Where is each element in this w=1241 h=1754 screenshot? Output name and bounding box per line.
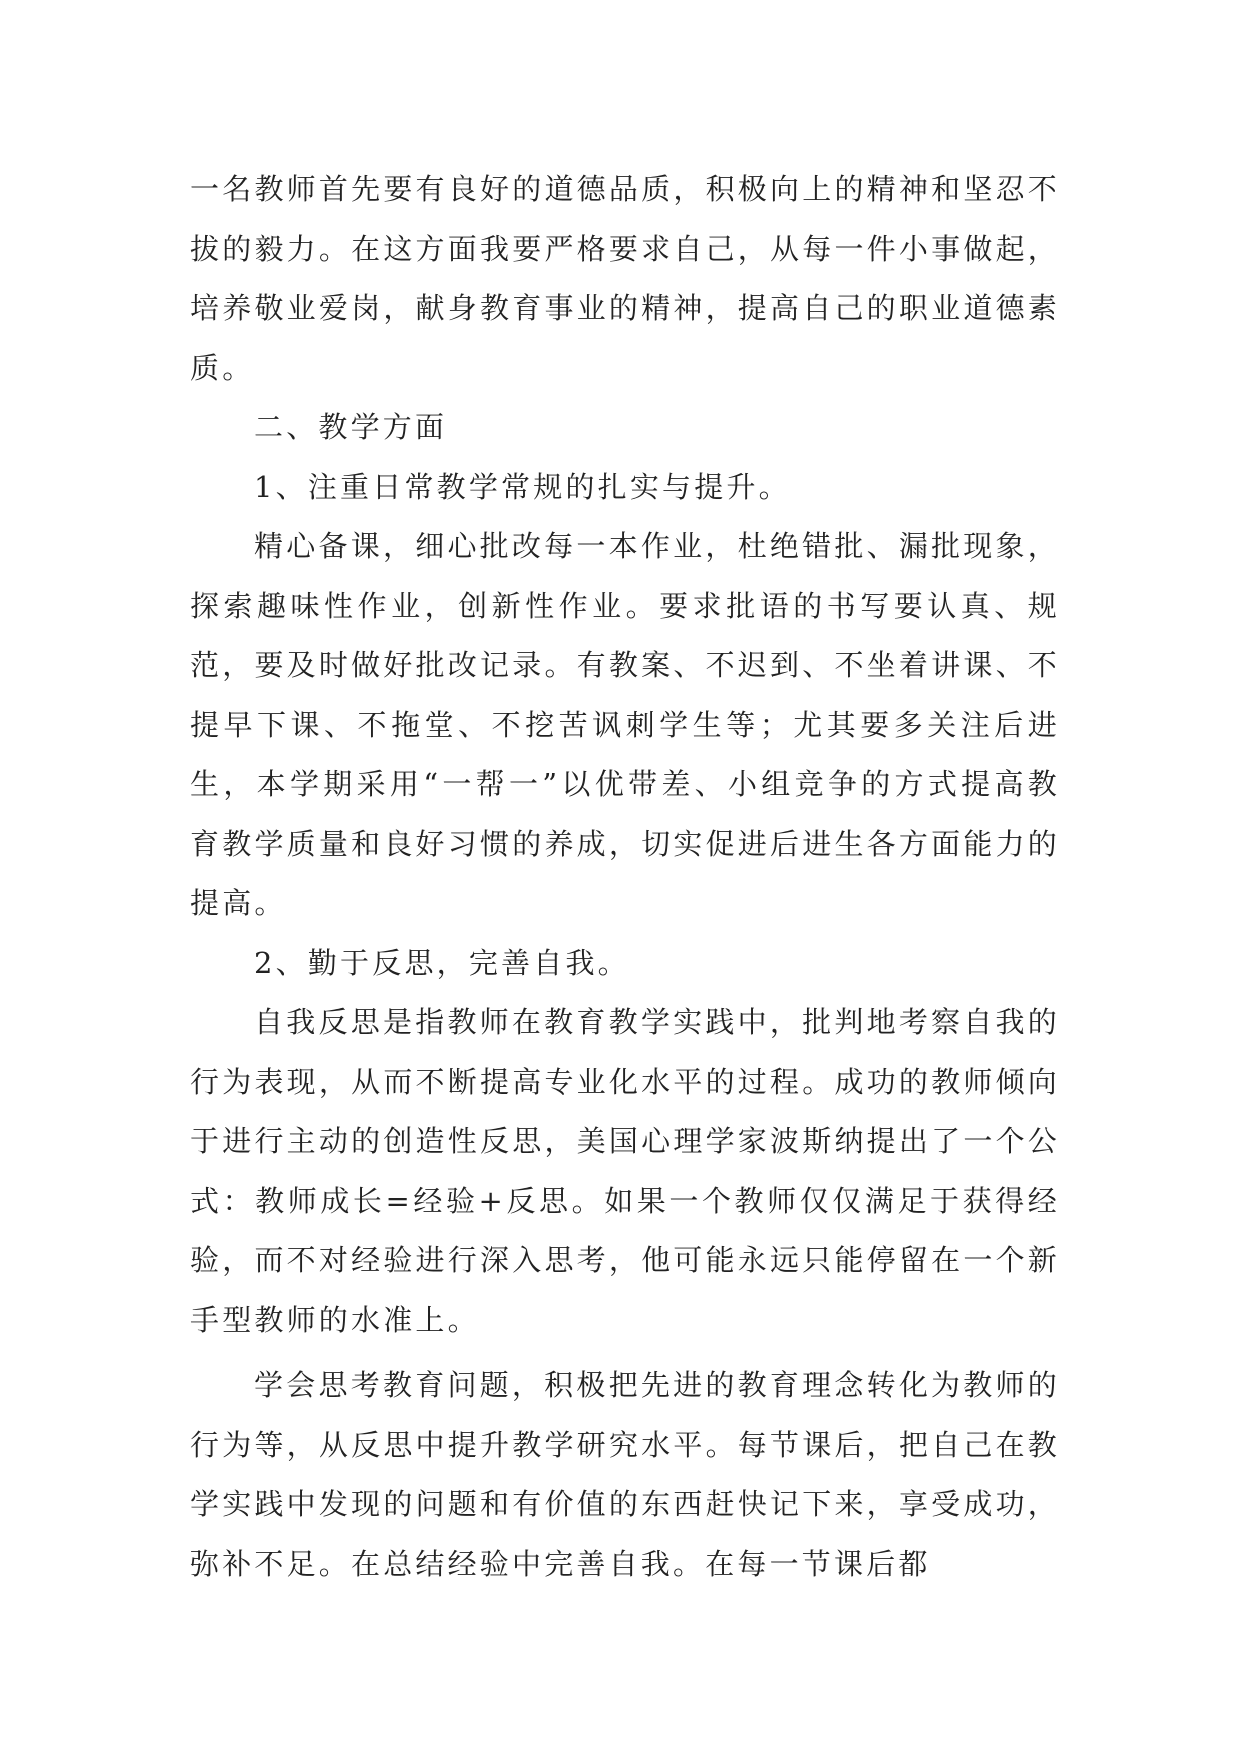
section-heading-teaching: 二、教学方面 [254, 410, 448, 444]
subheading-daily-routine: 1、注重日常教学常规的扎实与提升。 [254, 469, 791, 504]
paragraph-learning-to-think: 学会思考教育问题，积极把先进的教育理念转化为教师的行为等，从反思中提升教学研究水平。每节课后，把自己在教学实践中发现的问题和有价值的东西赶快记下来，享受成功，弥补不足。在总结经验中完善自我。在每一节课后都 [190, 1368, 1060, 1581]
paragraph-lesson-preparation: 精心备课，细心批改每一本作业，杜绝错批、漏批现象，探索趣味性作业，创新性作业。要求批语的书写要认真、规范，要及时做好批改记录。有教案、不迟到、不坐着讲课、不提早下课、不拖堂、不挖苦讽刺学生等；尤其要多关注后进生，本学期采用“一帮一”以优带差、小组竞争的方式提高教育教学质量和良好习惯的养成，切实促进后进生各方面能力的提高。 [190, 529, 1060, 920]
paragraph-moral-quality: 一名教师首先要有良好的道德品质，积极向上的精神和坚忍不拔的毅力。在这方面我要严格要求自己，从每一件小事做起，培养敬业爱岗，献身教育事业的精神，提高自己的职业道德素质。 [190, 172, 1060, 385]
document-body [190, 160, 1060, 1594]
paragraph-self-reflection: 自我反思是指教师在教育教学实践中，批判地考察自我的行为表现，从而不断提高专业化水平的过程。成功的教师倾向于进行主动的创造性反思，美国心理学家波斯纳提出了一个公式：教师成长=经验+反思。如果一个教师仅仅满足于获得经验，而不对经验进行深入思考，他可能永远只能停留在一个新手型教师的水准上。 [190, 1005, 1060, 1337]
subheading-reflection: 2、勤于反思，完善自我。 [254, 945, 630, 980]
